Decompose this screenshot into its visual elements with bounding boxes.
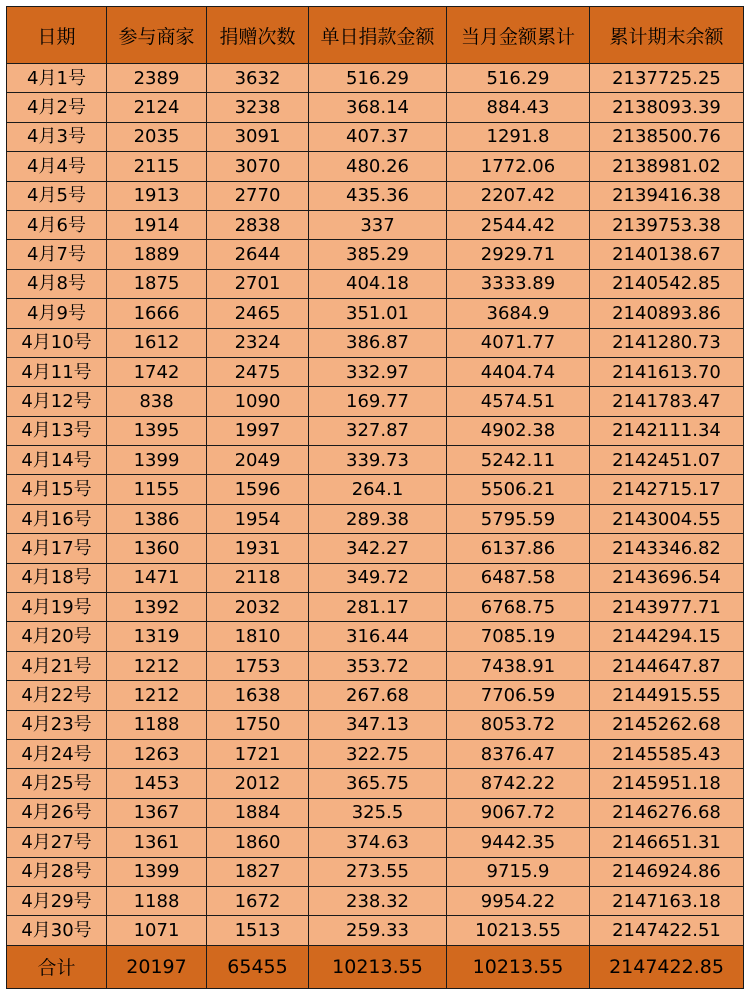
- table-row: [7, 710, 744, 739]
- cell-monthly-cumulative: 2207.42: [447, 181, 590, 210]
- cell-ending-balance: 2138500.76: [590, 122, 744, 151]
- table-row: [7, 916, 744, 945]
- cell-ending-balance: 2144915.55: [590, 681, 744, 710]
- table-row: [7, 563, 744, 592]
- cell-monthly-cumulative: 9954.22: [447, 886, 590, 915]
- cell-daily-amount: 332.97: [309, 357, 447, 386]
- cell-daily-amount: 516.29: [309, 64, 447, 93]
- cell-ending-balance: 2143696.54: [590, 563, 744, 592]
- table-row: [7, 769, 744, 798]
- cell-donation-count: 1638: [207, 681, 309, 710]
- cell-date: 4月7号: [7, 240, 107, 269]
- table-row: [7, 739, 744, 768]
- cell-monthly-cumulative: 6137.86: [447, 534, 590, 563]
- totals-donation-count: 65455: [207, 945, 309, 988]
- cell-monthly-cumulative: 8742.22: [447, 769, 590, 798]
- cell-ending-balance: 2141280.73: [590, 328, 744, 357]
- cell-donation-count: 2324: [207, 328, 309, 357]
- cell-donation-count: 1596: [207, 475, 309, 504]
- cell-daily-amount: 316.44: [309, 622, 447, 651]
- cell-daily-amount: 238.32: [309, 886, 447, 915]
- cell-daily-amount: 351.01: [309, 299, 447, 328]
- table-row: [7, 651, 744, 680]
- cell-ending-balance: 2138093.39: [590, 93, 744, 122]
- cell-ending-balance: 2140138.67: [590, 240, 744, 269]
- header-monthly-cumulative: 当月金额累计: [447, 7, 590, 64]
- cell-donation-count: 1721: [207, 739, 309, 768]
- table-row: [7, 886, 744, 915]
- cell-merchants: 1914: [107, 210, 207, 239]
- cell-merchants: 1471: [107, 563, 207, 592]
- cell-merchants: 1263: [107, 739, 207, 768]
- cell-daily-amount: 273.55: [309, 857, 447, 886]
- table-row: [7, 857, 744, 886]
- cell-donation-count: 2770: [207, 181, 309, 210]
- cell-date: 4月26号: [7, 798, 107, 827]
- cell-daily-amount: 374.63: [309, 828, 447, 857]
- cell-merchants: 2124: [107, 93, 207, 122]
- donation-table: [6, 6, 744, 989]
- table-row: [7, 122, 744, 151]
- cell-donation-count: 1954: [207, 504, 309, 533]
- cell-monthly-cumulative: 6768.75: [447, 593, 590, 622]
- table-row: [7, 93, 744, 122]
- cell-ending-balance: 2146276.68: [590, 798, 744, 827]
- cell-donation-count: 1672: [207, 886, 309, 915]
- cell-ending-balance: 2146651.31: [590, 828, 744, 857]
- cell-daily-amount: 322.75: [309, 739, 447, 768]
- table-row: [7, 828, 744, 857]
- table-row: [7, 328, 744, 357]
- cell-merchants: 1367: [107, 798, 207, 827]
- cell-monthly-cumulative: 2544.42: [447, 210, 590, 239]
- cell-monthly-cumulative: 884.43: [447, 93, 590, 122]
- cell-daily-amount: 281.17: [309, 593, 447, 622]
- cell-merchants: 1188: [107, 710, 207, 739]
- cell-date: 4月23号: [7, 710, 107, 739]
- cell-ending-balance: 2144647.87: [590, 651, 744, 680]
- header-merchants: 参与商家: [107, 7, 207, 64]
- cell-donation-count: 1860: [207, 828, 309, 857]
- cell-monthly-cumulative: 7706.59: [447, 681, 590, 710]
- cell-ending-balance: 2139753.38: [590, 210, 744, 239]
- cell-date: 4月22号: [7, 681, 107, 710]
- cell-merchants: 1666: [107, 299, 207, 328]
- table-row: [7, 475, 744, 504]
- cell-daily-amount: 365.75: [309, 769, 447, 798]
- cell-daily-amount: 386.87: [309, 328, 447, 357]
- header-row: [7, 7, 744, 64]
- cell-donation-count: 1884: [207, 798, 309, 827]
- cell-date: 4月13号: [7, 416, 107, 445]
- cell-daily-amount: 267.68: [309, 681, 447, 710]
- table-row: [7, 181, 744, 210]
- cell-ending-balance: 2143346.82: [590, 534, 744, 563]
- cell-date: 4月2号: [7, 93, 107, 122]
- cell-donation-count: 1090: [207, 387, 309, 416]
- cell-ending-balance: 2144294.15: [590, 622, 744, 651]
- cell-ending-balance: 2146924.86: [590, 857, 744, 886]
- cell-ending-balance: 2143004.55: [590, 504, 744, 533]
- cell-merchants: 1612: [107, 328, 207, 357]
- cell-daily-amount: 368.14: [309, 93, 447, 122]
- cell-date: 4月15号: [7, 475, 107, 504]
- table-row: [7, 152, 744, 181]
- cell-merchants: 1913: [107, 181, 207, 210]
- cell-monthly-cumulative: 4574.51: [447, 387, 590, 416]
- header-ending-balance: 累计期末余额: [590, 7, 744, 64]
- cell-merchants: 1399: [107, 857, 207, 886]
- totals-label: 合计: [7, 945, 107, 988]
- cell-daily-amount: 264.1: [309, 475, 447, 504]
- cell-daily-amount: 259.33: [309, 916, 447, 945]
- table-row: [7, 210, 744, 239]
- cell-date: 4月27号: [7, 828, 107, 857]
- cell-monthly-cumulative: 8053.72: [447, 710, 590, 739]
- cell-date: 4月17号: [7, 534, 107, 563]
- cell-donation-count: 1810: [207, 622, 309, 651]
- cell-merchants: 1155: [107, 475, 207, 504]
- cell-date: 4月10号: [7, 328, 107, 357]
- cell-ending-balance: 2138981.02: [590, 152, 744, 181]
- cell-date: 4月28号: [7, 857, 107, 886]
- cell-ending-balance: 2145262.68: [590, 710, 744, 739]
- cell-date: 4月19号: [7, 593, 107, 622]
- cell-daily-amount: 385.29: [309, 240, 447, 269]
- cell-date: 4月11号: [7, 357, 107, 386]
- cell-donation-count: 2701: [207, 269, 309, 298]
- table-row: [7, 269, 744, 298]
- cell-ending-balance: 2142451.07: [590, 446, 744, 475]
- totals-daily-amount: 10213.55: [309, 945, 447, 988]
- cell-donation-count: 2465: [207, 299, 309, 328]
- cell-daily-amount: 289.38: [309, 504, 447, 533]
- cell-daily-amount: 480.26: [309, 152, 447, 181]
- cell-daily-amount: 349.72: [309, 563, 447, 592]
- cell-monthly-cumulative: 5506.21: [447, 475, 590, 504]
- cell-monthly-cumulative: 7085.19: [447, 622, 590, 651]
- cell-monthly-cumulative: 4902.38: [447, 416, 590, 445]
- cell-donation-count: 2475: [207, 357, 309, 386]
- cell-merchants: 1395: [107, 416, 207, 445]
- cell-daily-amount: 169.77: [309, 387, 447, 416]
- cell-donation-count: 2838: [207, 210, 309, 239]
- cell-donation-count: 3091: [207, 122, 309, 151]
- cell-merchants: 2115: [107, 152, 207, 181]
- header-daily-amount: 单日捐款金额: [309, 7, 447, 64]
- cell-date: 4月29号: [7, 886, 107, 915]
- cell-monthly-cumulative: 6487.58: [447, 563, 590, 592]
- cell-donation-count: 1513: [207, 916, 309, 945]
- totals-merchants: 20197: [107, 945, 207, 988]
- cell-date: 4月4号: [7, 152, 107, 181]
- cell-monthly-cumulative: 10213.55: [447, 916, 590, 945]
- cell-daily-amount: 342.27: [309, 534, 447, 563]
- table-row: [7, 681, 744, 710]
- cell-donation-count: 2032: [207, 593, 309, 622]
- cell-merchants: 1453: [107, 769, 207, 798]
- table-row: [7, 622, 744, 651]
- totals-ending-balance: 2147422.85: [590, 945, 744, 988]
- cell-daily-amount: 435.36: [309, 181, 447, 210]
- cell-merchants: 2389: [107, 64, 207, 93]
- cell-monthly-cumulative: 8376.47: [447, 739, 590, 768]
- cell-monthly-cumulative: 7438.91: [447, 651, 590, 680]
- cell-ending-balance: 2137725.25: [590, 64, 744, 93]
- cell-daily-amount: 407.37: [309, 122, 447, 151]
- cell-ending-balance: 2145585.43: [590, 739, 744, 768]
- cell-daily-amount: 339.73: [309, 446, 447, 475]
- cell-ending-balance: 2145951.18: [590, 769, 744, 798]
- cell-date: 4月20号: [7, 622, 107, 651]
- table-row: [7, 534, 744, 563]
- cell-merchants: 1742: [107, 357, 207, 386]
- cell-date: 4月5号: [7, 181, 107, 210]
- cell-ending-balance: 2142715.17: [590, 475, 744, 504]
- cell-donation-count: 1827: [207, 857, 309, 886]
- cell-date: 4月30号: [7, 916, 107, 945]
- cell-donation-count: 3632: [207, 64, 309, 93]
- cell-donation-count: 2049: [207, 446, 309, 475]
- cell-donation-count: 3070: [207, 152, 309, 181]
- cell-monthly-cumulative: 4071.77: [447, 328, 590, 357]
- cell-ending-balance: 2140893.86: [590, 299, 744, 328]
- cell-daily-amount: 325.5: [309, 798, 447, 827]
- table-row: [7, 240, 744, 269]
- cell-monthly-cumulative: 3333.89: [447, 269, 590, 298]
- cell-monthly-cumulative: 5242.11: [447, 446, 590, 475]
- cell-date: 4月9号: [7, 299, 107, 328]
- table-row: [7, 416, 744, 445]
- cell-date: 4月1号: [7, 64, 107, 93]
- cell-date: 4月6号: [7, 210, 107, 239]
- table-body: [7, 64, 744, 946]
- cell-merchants: 1386: [107, 504, 207, 533]
- cell-donation-count: 2118: [207, 563, 309, 592]
- cell-merchants: 1399: [107, 446, 207, 475]
- cell-merchants: 2035: [107, 122, 207, 151]
- cell-merchants: 1071: [107, 916, 207, 945]
- cell-daily-amount: 404.18: [309, 269, 447, 298]
- cell-daily-amount: 337: [309, 210, 447, 239]
- cell-date: 4月8号: [7, 269, 107, 298]
- totals-row: [7, 945, 744, 988]
- cell-monthly-cumulative: 516.29: [447, 64, 590, 93]
- header-date: 日期: [7, 7, 107, 64]
- cell-merchants: 1319: [107, 622, 207, 651]
- cell-merchants: 1360: [107, 534, 207, 563]
- cell-monthly-cumulative: 2929.71: [447, 240, 590, 269]
- cell-monthly-cumulative: 9067.72: [447, 798, 590, 827]
- cell-merchants: 1875: [107, 269, 207, 298]
- header-donation-count: 捐赠次数: [207, 7, 309, 64]
- cell-ending-balance: 2143977.71: [590, 593, 744, 622]
- cell-donation-count: 2644: [207, 240, 309, 269]
- table-row: [7, 798, 744, 827]
- table-row: [7, 64, 744, 93]
- cell-merchants: 1889: [107, 240, 207, 269]
- cell-ending-balance: 2147422.51: [590, 916, 744, 945]
- cell-donation-count: 1997: [207, 416, 309, 445]
- cell-ending-balance: 2139416.38: [590, 181, 744, 210]
- cell-date: 4月25号: [7, 769, 107, 798]
- cell-merchants: 1212: [107, 651, 207, 680]
- table-footer: [7, 945, 744, 988]
- cell-date: 4月16号: [7, 504, 107, 533]
- table-row: [7, 357, 744, 386]
- cell-date: 4月12号: [7, 387, 107, 416]
- table-header: [7, 7, 744, 64]
- cell-date: 4月18号: [7, 563, 107, 592]
- cell-monthly-cumulative: 9442.35: [447, 828, 590, 857]
- cell-daily-amount: 327.87: [309, 416, 447, 445]
- cell-daily-amount: 347.13: [309, 710, 447, 739]
- cell-ending-balance: 2147163.18: [590, 886, 744, 915]
- cell-merchants: 1212: [107, 681, 207, 710]
- cell-merchants: 1392: [107, 593, 207, 622]
- cell-donation-count: 2012: [207, 769, 309, 798]
- cell-ending-balance: 2142111.34: [590, 416, 744, 445]
- cell-date: 4月14号: [7, 446, 107, 475]
- table-row: [7, 446, 744, 475]
- cell-donation-count: 1753: [207, 651, 309, 680]
- cell-ending-balance: 2141783.47: [590, 387, 744, 416]
- cell-ending-balance: 2141613.70: [590, 357, 744, 386]
- cell-merchants: 1188: [107, 886, 207, 915]
- cell-date: 4月3号: [7, 122, 107, 151]
- cell-merchants: 838: [107, 387, 207, 416]
- cell-donation-count: 3238: [207, 93, 309, 122]
- cell-monthly-cumulative: 3684.9: [447, 299, 590, 328]
- cell-donation-count: 1750: [207, 710, 309, 739]
- cell-date: 4月24号: [7, 739, 107, 768]
- cell-monthly-cumulative: 1291.8: [447, 122, 590, 151]
- cell-monthly-cumulative: 5795.59: [447, 504, 590, 533]
- cell-daily-amount: 353.72: [309, 651, 447, 680]
- table-row: [7, 387, 744, 416]
- cell-merchants: 1361: [107, 828, 207, 857]
- totals-monthly-cumulative: 10213.55: [447, 945, 590, 988]
- cell-ending-balance: 2140542.85: [590, 269, 744, 298]
- cell-date: 4月21号: [7, 651, 107, 680]
- cell-donation-count: 1931: [207, 534, 309, 563]
- cell-monthly-cumulative: 1772.06: [447, 152, 590, 181]
- table-row: [7, 299, 744, 328]
- table-row: [7, 504, 744, 533]
- table-row: [7, 593, 744, 622]
- cell-monthly-cumulative: 9715.9: [447, 857, 590, 886]
- cell-monthly-cumulative: 4404.74: [447, 357, 590, 386]
